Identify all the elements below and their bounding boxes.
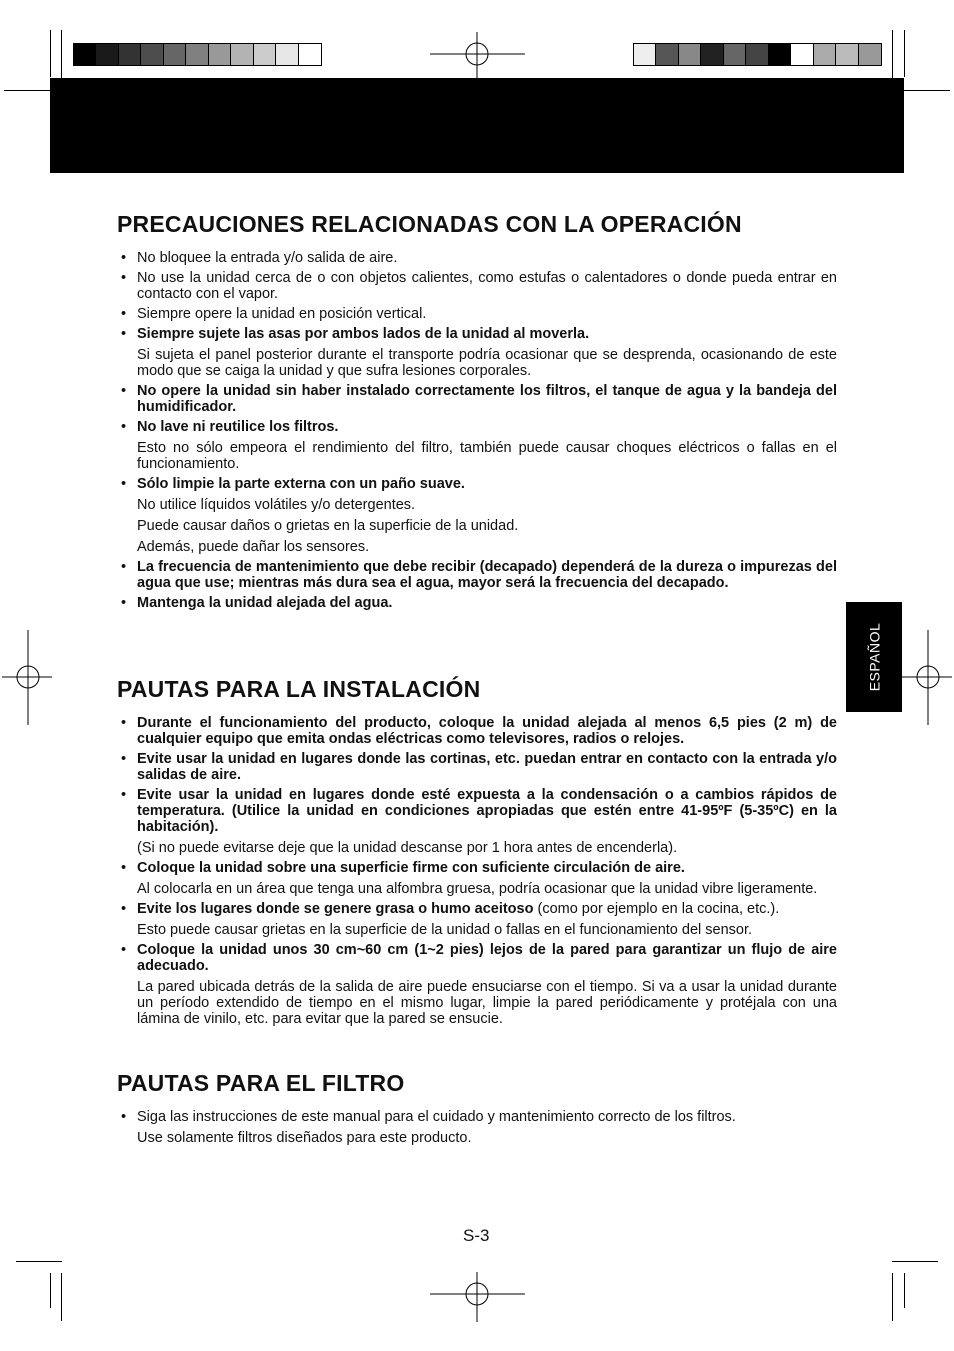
list-item — [117, 860, 837, 897]
list-item — [117, 383, 837, 415]
crop-mark — [904, 30, 905, 77]
list-item-text — [137, 751, 837, 783]
list-item — [117, 559, 837, 591]
color-swatch — [836, 44, 858, 65]
list-item-note: Esto puede causar grietas en la superficie de la unidad o fallas en el funcionamiento del sensor. — [137, 922, 753, 938]
section-title: PAUTAS PARA LA INSTALACIÓN — [117, 676, 481, 702]
color-swatch — [96, 44, 118, 65]
color-swatch — [656, 44, 678, 65]
list-item-note: Esto no sólo empeora el rendimiento del filtro, también puede causar choques eléctricos o fallas en el funcionamiento. — [137, 440, 837, 472]
list-item-text — [137, 559, 837, 591]
list-item-note: Al colocarla en un área que tenga una alfombra gruesa, podría ocasionar que la unidad vibre ligeramente. — [137, 881, 818, 897]
crop-mark — [892, 1261, 938, 1262]
list-item — [117, 901, 837, 938]
section-title: PAUTAS PARA EL FILTRO — [117, 1070, 405, 1096]
list-item-text — [137, 270, 837, 302]
list-item — [117, 326, 837, 379]
list-item-note: No utilice líquidos volátiles y/o detergentes. — [137, 497, 416, 513]
page-number: S-3 — [463, 1226, 490, 1245]
list-item — [117, 419, 837, 472]
color-swatch — [634, 44, 656, 65]
list-item — [117, 787, 837, 856]
section — [117, 1067, 837, 1146]
color-swatch — [814, 44, 836, 65]
color-swatch — [186, 44, 208, 65]
list-item-main: Coloque la unidad unos 30 cm~60 cm (1~2 pies) lejos de la pared para garantizar un flujo de aire adecuado. — [137, 942, 837, 974]
list-item-main: Sólo limpie la parte externa con un paño suave. — [137, 476, 465, 492]
list-item-main: Evite los lugares donde se genere grasa o humo aceitoso — [137, 901, 534, 917]
color-swatch — [746, 44, 768, 65]
section-title: PRECAUCIONES RELACIONADAS CON LA OPERACIÓN — [117, 211, 742, 237]
color-swatch — [679, 44, 701, 65]
list-item-note: Puede causar daños o grietas en la superficie de la unidad. — [137, 518, 519, 534]
header-band — [50, 78, 904, 173]
color-swatch — [231, 44, 253, 65]
list-item-text — [137, 476, 837, 492]
list-item — [117, 595, 837, 611]
list-item-main: No opere la unidad sin haber instalado correctamente los filtros, el tanque de agua y la bandeja del humidificador. — [137, 383, 837, 415]
list-item-text — [137, 860, 837, 876]
list-item-text — [137, 787, 837, 835]
list-item-main: Evite usar la unidad en lugares donde esté expuesta a la condensación o a cambios rápidos de temperatura. (Utilice la unidad en condiciones apropiadas que estén entre 41-95ºF (5-35ºC) en la habitación). — [137, 787, 837, 835]
list-item-main: Siempre sujete las asas por ambos lados de la unidad al moverla. — [137, 326, 590, 342]
crop-mark — [50, 30, 51, 77]
color-swatch — [859, 44, 881, 65]
list-item-text — [137, 595, 837, 611]
list-item-text — [137, 383, 837, 415]
list-item-main: No bloquee la entrada y/o salida de aire. — [137, 250, 398, 266]
list-item — [117, 1109, 837, 1146]
list-item-main: La frecuencia de mantenimiento que debe recibir (decapado) dependerá de la dureza o impurezas del agua que use; mientras más dura sea el agua, mayor será la frecuencia del decapado. — [137, 559, 837, 591]
crop-mark — [50, 1273, 51, 1308]
list-item-main: Coloque la unidad sobre una superficie firme con suficiente circulación de aire. — [137, 860, 685, 876]
crop-mark — [16, 1261, 62, 1262]
list-item-text — [137, 419, 837, 435]
section — [117, 208, 837, 611]
color-calibration-bar-left — [73, 43, 322, 66]
color-swatch — [299, 44, 321, 65]
list-item — [117, 751, 837, 783]
bullet-list — [117, 715, 837, 1027]
crop-mark — [4, 90, 50, 91]
list-item — [117, 250, 837, 266]
list-item-text — [137, 942, 837, 974]
language-tab-label: ESPAÑOL — [866, 622, 883, 692]
color-swatch — [769, 44, 791, 65]
list-item-main: Siempre opere la unidad en posición vertical. — [137, 306, 427, 322]
list-item — [117, 306, 837, 322]
list-item-text — [137, 1109, 837, 1125]
list-item-main: Mantenga la unidad alejada del agua. — [137, 595, 393, 611]
color-swatch — [701, 44, 723, 65]
list-item-note: Además, puede dañar los sensores. — [137, 539, 370, 555]
list-item-main: No lave ni reutilice los filtros. — [137, 419, 339, 435]
color-calibration-bar-right — [633, 43, 882, 66]
color-swatch — [209, 44, 231, 65]
color-swatch — [164, 44, 186, 65]
registration-mark-icon — [902, 630, 952, 725]
color-swatch — [791, 44, 813, 65]
registration-mark-icon — [2, 630, 52, 725]
crop-mark — [904, 90, 950, 91]
color-swatch — [254, 44, 276, 65]
list-item-suffix: (como por ejemplo en la cocina, etc.). — [533, 901, 780, 917]
color-swatch — [724, 44, 746, 65]
main-content — [117, 208, 837, 1146]
crop-mark — [61, 1273, 62, 1321]
list-item-note: Use solamente filtros diseñados para este producto. — [137, 1130, 472, 1146]
section — [117, 673, 837, 1027]
list-item-main: No use la unidad cerca de o con objetos calientes, como estufas o calentadores o donde pueda entrar en contacto con el vapor. — [137, 270, 837, 302]
color-swatch — [276, 44, 298, 65]
color-swatch — [119, 44, 141, 65]
list-item — [117, 270, 837, 302]
bullet-list — [117, 1109, 837, 1146]
list-item-text — [137, 306, 837, 322]
crop-mark — [904, 1273, 905, 1308]
list-item-main: Evite usar la unidad en lugares donde las cortinas, etc. puedan entrar en contacto con la entrada y/o salidas de aire. — [137, 751, 837, 783]
list-item-note: La pared ubicada detrás de la salida de aire puede ensuciarse con el tiempo. Si va a usar la unidad durante un período extendido de tiempo en el mismo lugar, limpie la pared periódicamente y protéjala con una lámina de vinilo, etc. para evitar que la pared se ensucie. — [137, 979, 837, 1027]
list-item-text — [137, 715, 837, 747]
list-item-text — [137, 250, 837, 266]
list-item-text — [137, 326, 837, 342]
list-item-main: Siga las instrucciones de este manual para el cuidado y mantenimiento correcto de los filtros. — [137, 1109, 736, 1125]
list-item-note: Si sujeta el panel posterior durante el transporte podría ocasionar que se desprenda, ocasionando de este modo que se caiga la unidad y que sufra lesiones corporales. — [137, 347, 837, 379]
color-swatch — [141, 44, 163, 65]
list-item-main: Durante el funcionamiento del producto, coloque la unidad alejada al menos 6,5 pies (2 m) de cualquier equipo que emita ondas eléctricas como televisores, radios o relojes. — [137, 715, 837, 747]
registration-mark-icon — [430, 1272, 525, 1322]
list-item — [117, 476, 837, 555]
registration-mark-icon — [430, 32, 525, 82]
list-item-note: (Si no puede evitarse deje que la unidad descanse por 1 hora antes de encenderla). — [137, 840, 678, 856]
list-item-text — [137, 901, 837, 917]
color-swatch — [74, 44, 96, 65]
language-tab — [846, 602, 902, 712]
list-item — [117, 942, 837, 1027]
bullet-list — [117, 250, 837, 611]
list-item — [117, 715, 837, 747]
crop-mark — [892, 1273, 893, 1321]
